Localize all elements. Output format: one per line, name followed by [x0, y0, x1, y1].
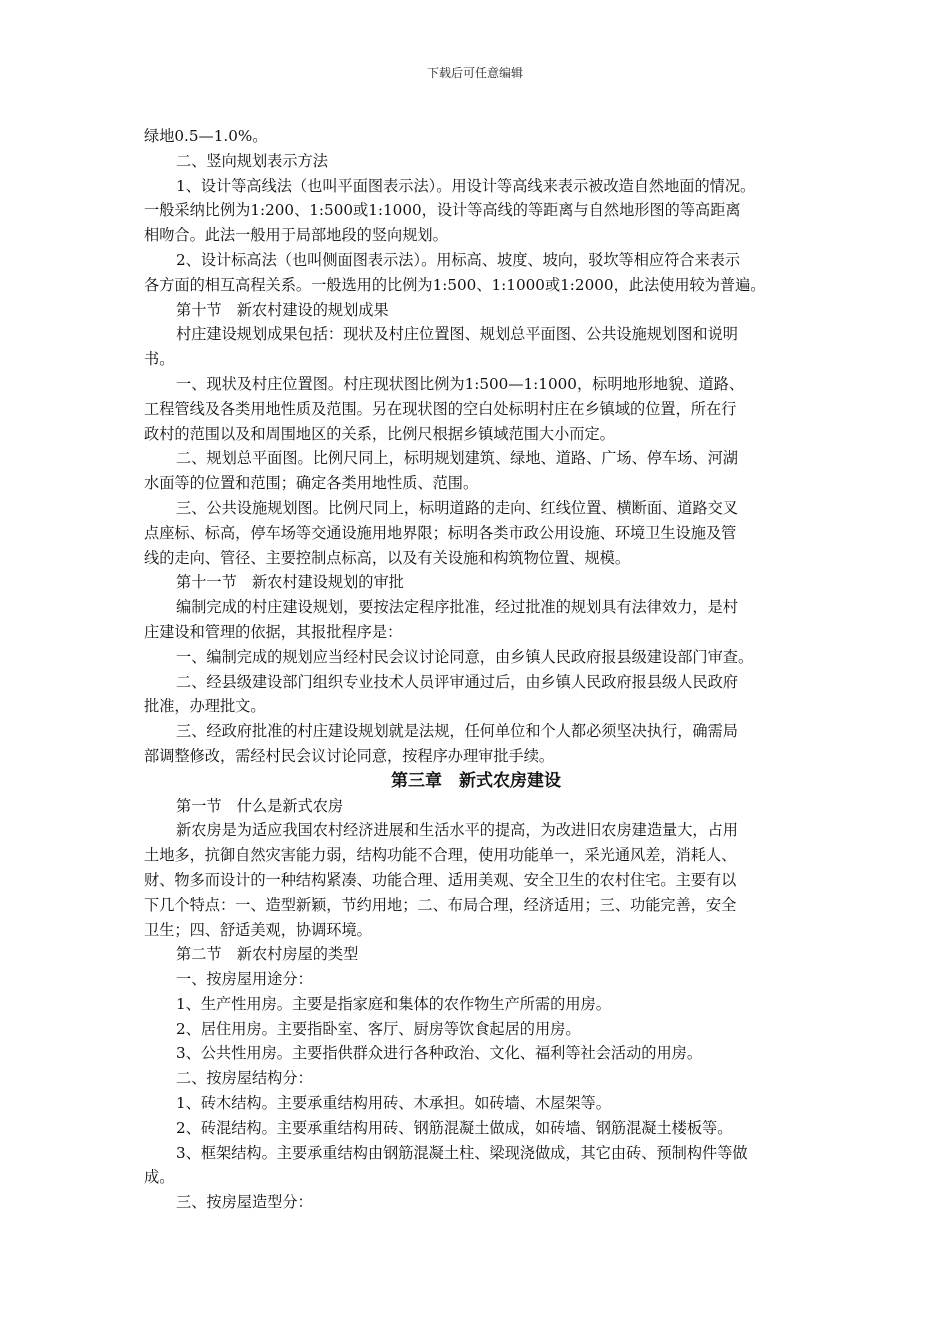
text-line: 三、经政府批准的村庄建设规划就是法规，任何单位和个人都必须坚决执行，确需局 — [176, 722, 738, 741]
text-line: 1、生产性用房。主要是指家庭和集体的农作物生产所需的用房。 — [176, 994, 611, 1013]
text-line: 2、居住用房。主要指卧室、客厅、厨房等饮食起居的用房。 — [176, 1019, 581, 1038]
text-line: 3、框架结构。主要承重结构由钢筋混凝土柱、梁现浇做成，其它由砖、预制构件等做 — [176, 1143, 748, 1162]
text-line: 庄建设和管理的依据，其报批程序是： — [144, 622, 403, 641]
text-line: 2、设计标高法（也叫侧面图表示法）。用标高、坡度、坡向，驳坎等相应符合来表示 — [176, 250, 741, 269]
text-line: 成。 — [144, 1168, 175, 1187]
text-line: 三、按房屋造型分： — [176, 1193, 313, 1212]
chapter-heading: 第三章 新式农房建设 — [391, 770, 561, 791]
text-line: 书。 — [144, 350, 175, 369]
text-line: 二、经县级建设部门组织专业技术人员评审通过后，由乡镇人民政府报县级人民政府 — [176, 672, 738, 691]
text-line: 绿地0.5—1.0%。 — [144, 127, 268, 145]
text-line: 一、编制完成的规划应当经村民会议讨论同意，由乡镇人民政府报县级建设部门审查。 — [176, 647, 754, 666]
text-line: 一般采纳比例为1:200、1:500或1:1000，设计等高线的等距离与自然地形图的等高距离 — [144, 201, 741, 220]
text-line: 编制完成的村庄建设规划，要按法定程序批准，经过批准的规划具有法律效力，是村 — [176, 598, 738, 617]
text-line: 卫生；四、舒适美观，协调环境。 — [144, 920, 372, 939]
text-line: 第十节 新农村建设的规划成果 — [176, 300, 389, 319]
document-body — [144, 124, 808, 1215]
text-line: 1、砖木结构。主要承重结构用砖、木承担。如砖墙、木屋架等。 — [176, 1094, 611, 1113]
text-line: 各方面的相互高程关系。一般选用的比例为1:500、1:1000或1:2000，此法使用较为普遍。 — [144, 275, 766, 294]
text-line: 下几个特点：一、造型新颖，节约用地；二、布局合理，经济适用；三、功能完善，安全 — [144, 895, 737, 914]
text-line: 水面等的位置和范围；确定各类用地性质、范围。 — [144, 474, 479, 493]
text-line: 批准，办理批文。 — [144, 697, 266, 716]
page-header: 下载后可任意编辑 — [426, 66, 523, 80]
text-line: 政村的范围以及和周围地区的关系，比例尺根据乡镇域范围大小而定。 — [144, 424, 615, 443]
text-line: 新农房是为适应我国农村经济进展和生活水平的提高，为改进旧农房建造量大，占用 — [176, 821, 738, 840]
text-line: 第一节 什么是新式农房 — [176, 796, 344, 815]
text-line: 线的走向、管径、主要控制点标高，以及有关设施和构筑物位置、规模。 — [144, 548, 630, 567]
text-line: 财、物多而设计的一种结构紧凑、功能合理、适用美观、安全卫生的农村住宅。主要有以 — [144, 870, 737, 889]
text-line: 土地多，抗御自然灾害能力弱，结构功能不合理，使用功能单一，采光通风差，消耗人、 — [144, 846, 737, 865]
text-line: 工程管线及各类用地性质及范围。另在现状图的空白处标明村庄在乡镇域的位置，所在行 — [144, 399, 737, 418]
text-line: 2、砖混结构。主要承重结构用砖、钢筋混凝土做成，如砖墙、钢筋混凝土楼板等。 — [176, 1118, 733, 1137]
text-line: 第二节 新农村房屋的类型 — [176, 945, 359, 964]
text-line: 三、公共设施规划图。比例尺同上，标明道路的走向、红线位置、横断面、道路交叉 — [176, 498, 738, 517]
text-line: 1、设计等高线法（也叫平面图表示法）。用设计等高线来表示被改造自然地面的情况。 — [176, 176, 756, 195]
text-line: 第十一节 新农村建设规划的审批 — [176, 573, 404, 592]
text-line: 一、现状及村庄位置图。村庄现状图比例为1:500—1:1000，标明地形地貌、道路、 — [176, 374, 745, 393]
text-line: 二、竖向规划表示方法 — [176, 151, 328, 170]
text-line: 相吻合。此法一般用于局部地段的竖向规划。 — [144, 226, 448, 245]
text-line: 二、规划总平面图。比例尺同上，标明规划建筑、绿地、道路、广场、停车场、河湖 — [176, 449, 738, 468]
text-line: 部调整修改，需经村民会议讨论同意，按程序办理审批手续。 — [144, 746, 555, 765]
text-line: 二、按房屋结构分： — [176, 1069, 313, 1088]
text-line: 村庄建设规划成果包括：现状及村庄位置图、规划总平面图、公共设施规划图和说明 — [176, 325, 738, 344]
text-line: 点座标、标高，停车场等交通设施用地界限；标明各类市政公用设施、环境卫生设施及管 — [144, 523, 737, 542]
text-line: 3、公共性用房。主要指供群众进行各种政治、文化、福利等社会活动的用房。 — [176, 1044, 703, 1063]
text-line: 一、按房屋用途分： — [176, 970, 313, 989]
